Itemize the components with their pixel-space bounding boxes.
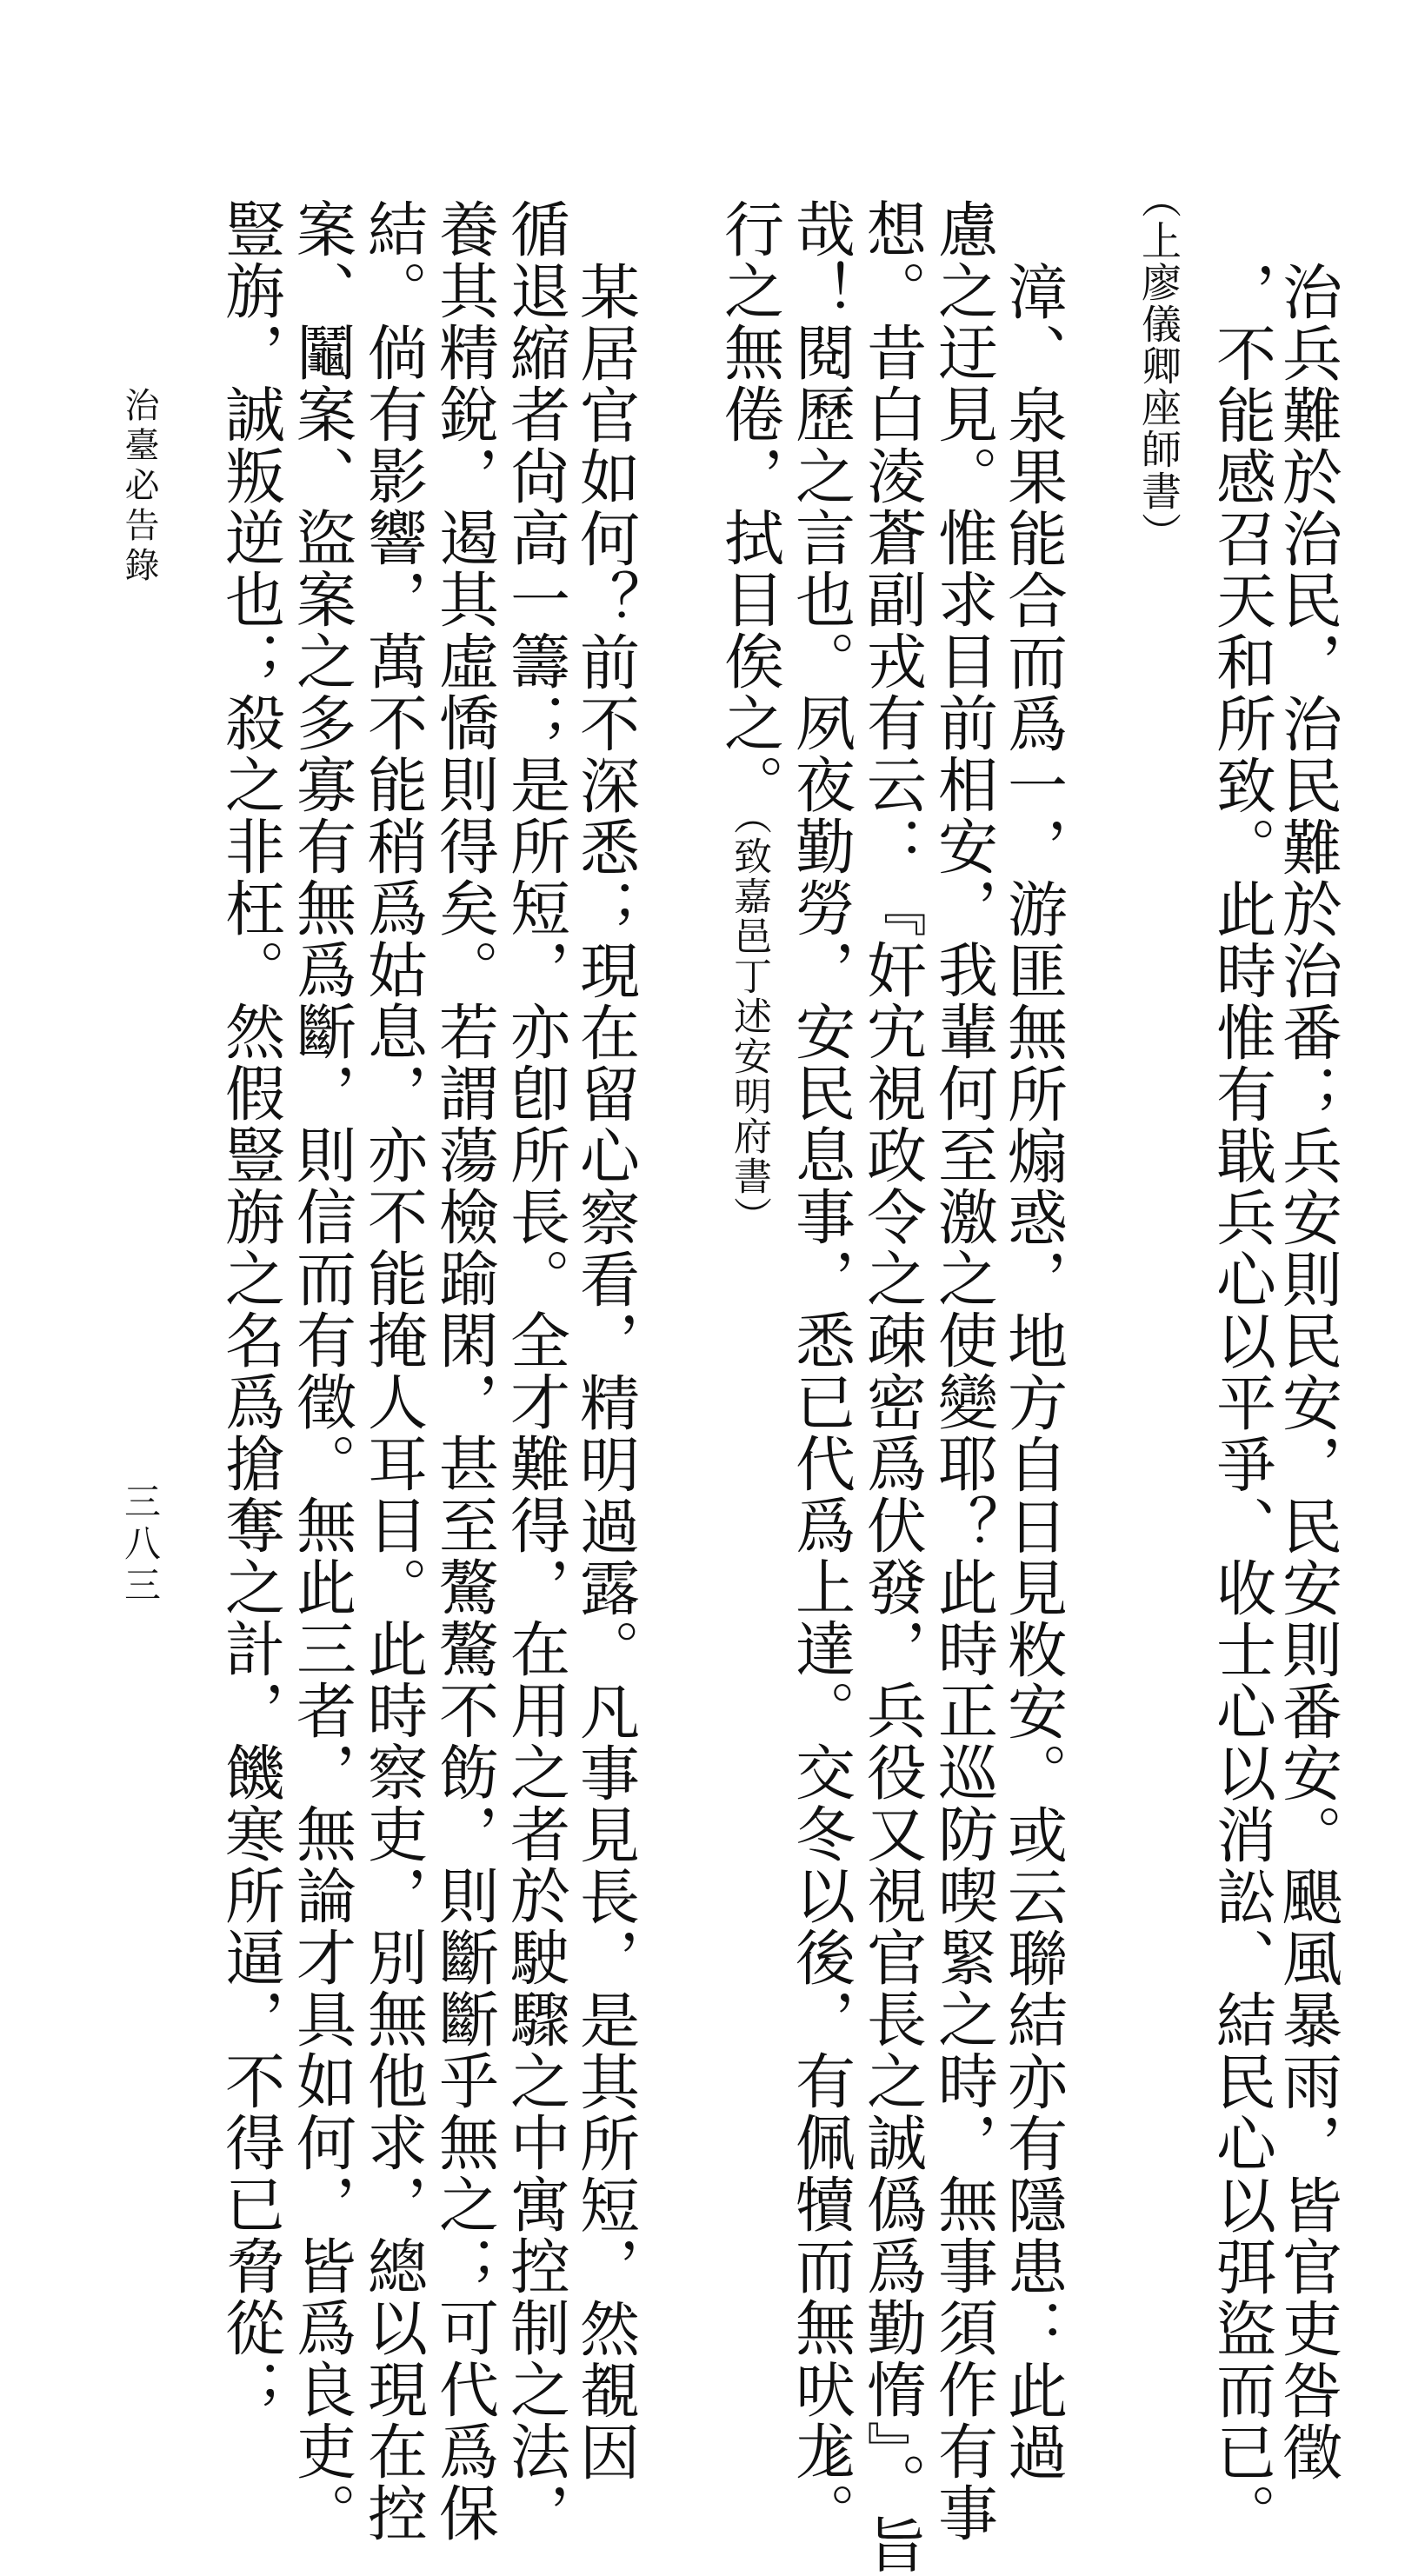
text-column-13: 豎旃，誠叛逆也；殺之非枉。然假豎旃之名爲搶奪之計，饑寒所逼，不得已脅從； [215,198,284,2420]
text-column-7-body: 行之無倦，拭目俟之。 [714,198,783,815]
text-column-1: 治兵難於治民，治民難於治番；兵安則民安，民安則番安。颶風暴雨，皆官吏咎徵 [1272,261,1342,2483]
text-column-11: 結。倘有影響，萬不能稍爲姑息，亦不能掩人耳目。此時察吏，別無他求，總以現在控 [357,198,427,2544]
text-column-2: ，不能感召天和所致。此時惟有戢兵心以平爭、收士心以消訟、結民心以弭盜而已。 [1206,261,1275,2545]
text-column-7 [714,198,783,1236]
text-column-9: 循退縮者尙高一籌；是所短，亦卽所長。全才難得，在用之者於駛驟之中寓控制之法， [500,198,569,2544]
text-column-6: 哉！閱歷之言也。夙夜勤勞，安民息事，悉已代爲上達。交冬以後，有佩犢而無吠尨。 [785,198,855,2544]
book-title: 治臺必告錄 [119,387,159,587]
text-column-3: 漳、泉果能合而爲一，游匪無所煽惑，地方自日見敉安。或云聯結亦有隱患：此過 [997,261,1067,2483]
text-column-4: 慮之迂見。惟求目前相安，我輩何至激之使變耶？此時正巡防喫緊之時，無事須作有事 [928,198,997,2544]
citation-note-2: （致嘉邑丁述安明府書） [727,815,771,1236]
text-column-10: 養其精銳，遏其虛憍則得矣。若謂蕩檢踰閑，甚至驁驁不飭，則斷斷乎無之；可代爲保 [429,198,498,2544]
page-number: 三八三 [119,1482,162,1608]
text-column-8: 某居官如何？前不深悉；現在留心察看，精明過露。凡事見長，是其所短，然覩因 [569,261,639,2483]
text-column-5: 想。昔白淩蒼副戎有云：『奸宄視政令之疎密爲伏發，兵役又視官長之誠僞爲勤惰』。旨 [856,198,926,2576]
citation-note-1: （上廖儀卿座師書） [1135,178,1182,554]
text-column-12: 案、鬮案、盜案之多寡有無爲斷，則信而有徵。無此三者，無論才具如何，皆爲良吏。 [286,198,356,2544]
